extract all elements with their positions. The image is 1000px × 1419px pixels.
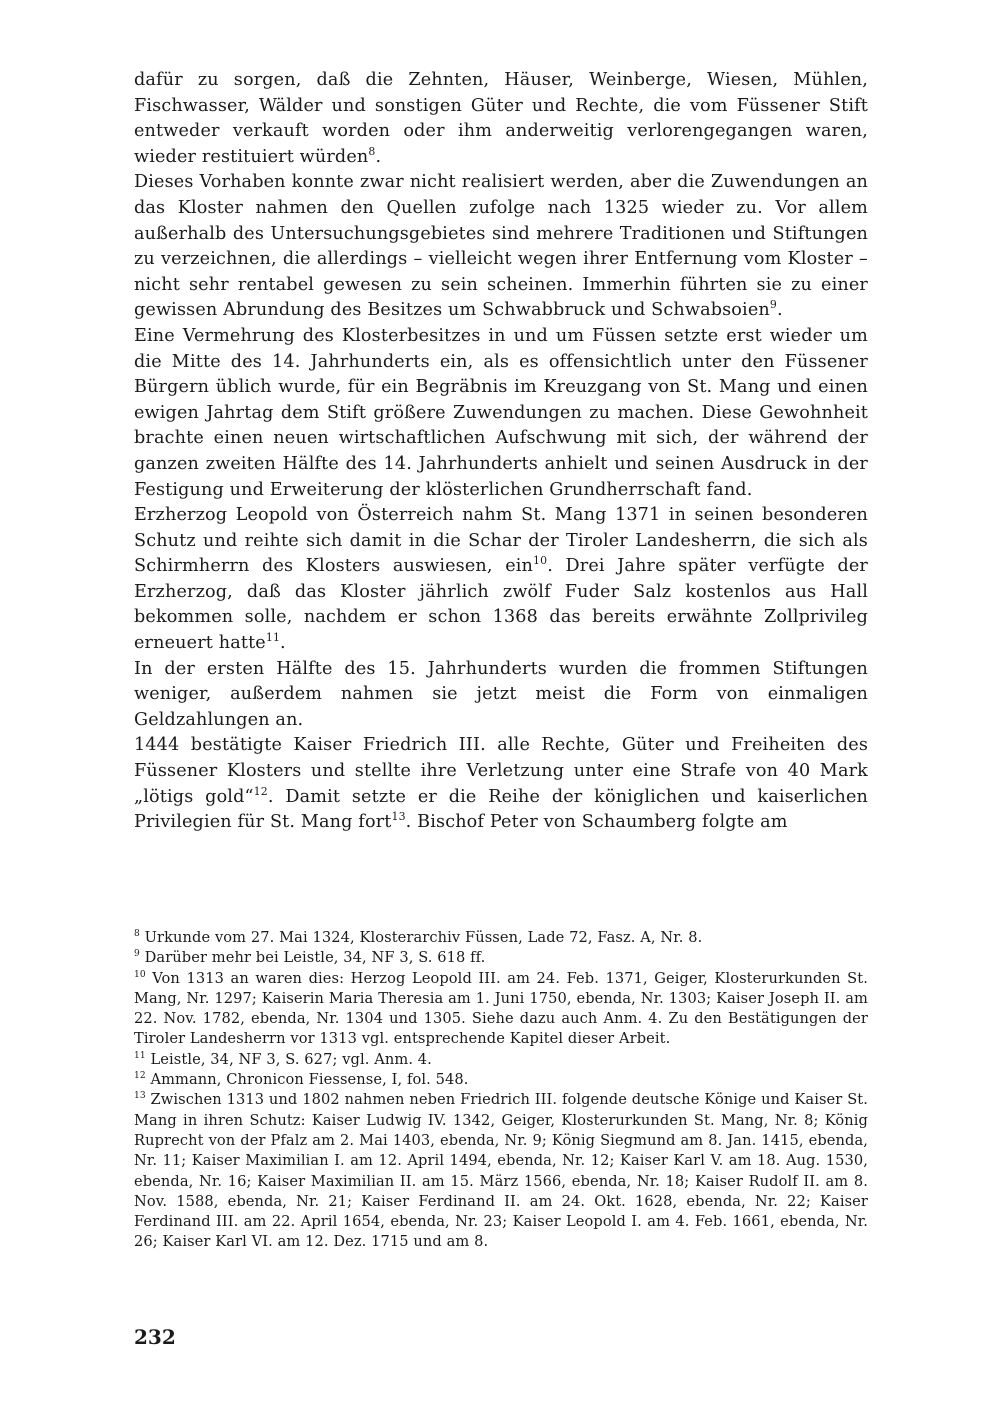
footnote-text: Darüber mehr bei Leistle, 34, NF 3, S. 618 ff.: [144, 949, 486, 967]
footnote-text: Zwischen 1313 und 1802 nahmen neben Friedrich III. folgende deutsche Könige und Kaiser St. Mang in ihren Schutz: Kaiser Ludwig IV. 1342, Geiger, Klosterurkunden St. Mang, Nr. 8; König Ruprecht von der Pfalz am 2. Mai 1403, ebenda, Nr. 9; König Siegmund am 8. Jan. 1415, ebenda, Nr. 11; Kaiser Maximilian I. am 12. April 1494, ebenda, Nr. 12; Kaiser Karl V. am 18. Aug. 1530, ebenda, Nr. 16; Kaiser Maximilian II. am 15. März 1566, ebenda, Nr. 18; Kaiser Rudolf II. am 8. Nov. 1588, ebenda, Nr. 21; Kaiser Ferdinand II. am 24. Okt. 1628, ebenda, Nr. 22; Kaiser Ferdinand III. am 22. April 1654, ebenda, Nr. 23; Kaiser Leopold I. am 4. Feb. 1661, ebenda, Nr. 26; Kaiser Karl VI. am 12. Dez. 1715 und am 8.: [134, 1091, 868, 1251]
footnote-13: [134, 1090, 868, 1252]
paragraph-1-tail: .: [375, 146, 382, 167]
page-number: 232: [134, 1325, 176, 1349]
paragraph-4: [134, 503, 868, 657]
footnote-ref-13: 13: [391, 810, 406, 824]
footnote-number: 9: [134, 949, 140, 960]
footnote-ref-11: 11: [265, 631, 281, 645]
paragraph-6: [134, 733, 868, 835]
footnote-text: Urkunde vom 27. Mai 1324, Klosterarchiv Füssen, Lade 72, Fasz. A, Nr. 8.: [144, 929, 703, 946]
paragraph-1: [134, 68, 868, 170]
footnote-number: 8: [134, 929, 140, 940]
footnote-number: 11: [134, 1050, 146, 1061]
footnote-number: 13: [134, 1091, 146, 1102]
footnote-10: [134, 969, 868, 1050]
paragraph-3: [134, 324, 868, 503]
paragraph-5-text: In der ersten Hälfte des 15. Jahrhunderts wurden die frommen Stiftungen weniger, außerdem nahmen sie jetzt meist die Form von einmaligen Geldzahlungen an.: [134, 658, 868, 730]
footnote-ref-10: 10: [533, 554, 548, 568]
footnote-number: 10: [134, 969, 146, 980]
paragraph-1-text: dafür zu sorgen, daß die Zehnten, Häuser, Weinberge, Wiesen, Mühlen, Fischwasser, Wälder und sonstigen Güter und Rechte, die vom Füssener Stift entweder verkauft worden oder ihm anderweitig verlorengegangen waren, wieder restituiert würden: [134, 70, 868, 167]
footnote-text: Leistle, 34, NF 3, S. 627; vgl. Anm. 4.: [150, 1050, 432, 1068]
paragraph-2: [134, 170, 868, 324]
paragraph-6-text-c: . Bischof Peter von Schaumberg folgte am: [405, 812, 788, 833]
footnote-11: [134, 1050, 868, 1070]
footnote-number: 12: [134, 1071, 146, 1082]
paragraph-6-text-b: . Damit setzte er die Reihe der königlichen und kaiserlichen Privilegien für St. Mang fort: [134, 786, 868, 833]
footnote-8: [134, 928, 868, 948]
footnote-ref-9: 9: [769, 298, 777, 312]
footnote-text: Von 1313 an waren dies: Herzog Leopold III. am 24. Feb. 1371, Geiger, Klosterurkunden St. Mang, Nr. 1297; Kaiserin Maria Theresia am 1. Juni 1750, ebenda, Nr. 1303; Kaiser Joseph II. am 22. Nov. 1782, ebenda, Nr. 1304 und 1305. Siehe dazu auch Anm. 4. Zu den Bestätigungen der Tiroler Landesherrn vor 1313 vgl. entsprechende Kapitel dieser Arbeit.: [134, 969, 868, 1048]
footnote-9: [134, 948, 868, 968]
paragraph-6-text-a: 1444 bestätigte Kaiser Friedrich III. alle Rechte, Güter und Freiheiten des Füssener Klosters und stellte ihre Verletzung unter eine Strafe von 40 Mark „lötigs gold“: [134, 735, 868, 807]
paragraph-4-text-b: . Drei Jahre später verfügte der Erzherzog, daß das Kloster jährlich zwölf Fuder Salz kostenlos aus Hall bekommen solle, nachdem er schon 1368 das bereits erwähnte Zollprivileg erneuert hatte: [134, 556, 868, 654]
paragraph-3-text: Eine Vermehrung des Klosterbesitzes in und um Füssen setzte erst wieder um die Mitte des 14. Jahrhunderts ein, als es offensichtlich unter den Füssener Bürgern üblich wurde, für ein Begräbnis im Kreuzgang von St. Mang und einen ewigen Jahrtag dem Stift größere Zuwendungen zu machen. Diese Gewohnheit brachte einen neuen wirtschaftlichen Aufschwung mit sich, der während der ganzen zweiten Hälfte des 14. Jahrhunderts anhielt und seinen Ausdruck in der Festigung und Erweiterung der klösterlichen Grundherrschaft fand.: [134, 325, 868, 500]
paragraph-4-tail: .: [280, 633, 286, 654]
paragraph-5: [134, 657, 868, 734]
paragraph-4-text-a: Erzherzog Leopold von Österreich nahm St. Mang 1371 in seinen besonderen Schutz und reihte sich damit in die Schar der Tiroler Landesherrn, die sich als Schirmherrn des Klosters auswiesen, ein: [134, 505, 868, 577]
footnote-text: Ammann, Chronicon Fiessense, I, fol. 548.: [150, 1071, 469, 1089]
footnotes: [134, 928, 868, 1253]
paragraph-2-text: Dieses Vorhaben konnte zwar nicht realisiert werden, aber die Zuwendungen an das Kloster nahmen den Quellen zufolge nach 1325 wieder zu. Vor allem außerhalb des Untersuchungsgebietes sind mehrere Traditionen und Stiftungen zu verzeichnen, die allerdings – vielleicht wegen ihrer Entfernung vom Kloster – nicht sehr rentabel gewesen zu sein scheinen. Immerhin führten sie zu einer gewissen Abrundung des Besitzes um Schwabbruck und Schwabsoien: [134, 172, 868, 321]
footnote-ref-12: 12: [253, 784, 268, 798]
footnote-12: [134, 1070, 868, 1090]
main-text: [134, 68, 868, 836]
paragraph-2-tail: .: [776, 300, 783, 321]
footnote-ref-8: 8: [368, 144, 376, 158]
